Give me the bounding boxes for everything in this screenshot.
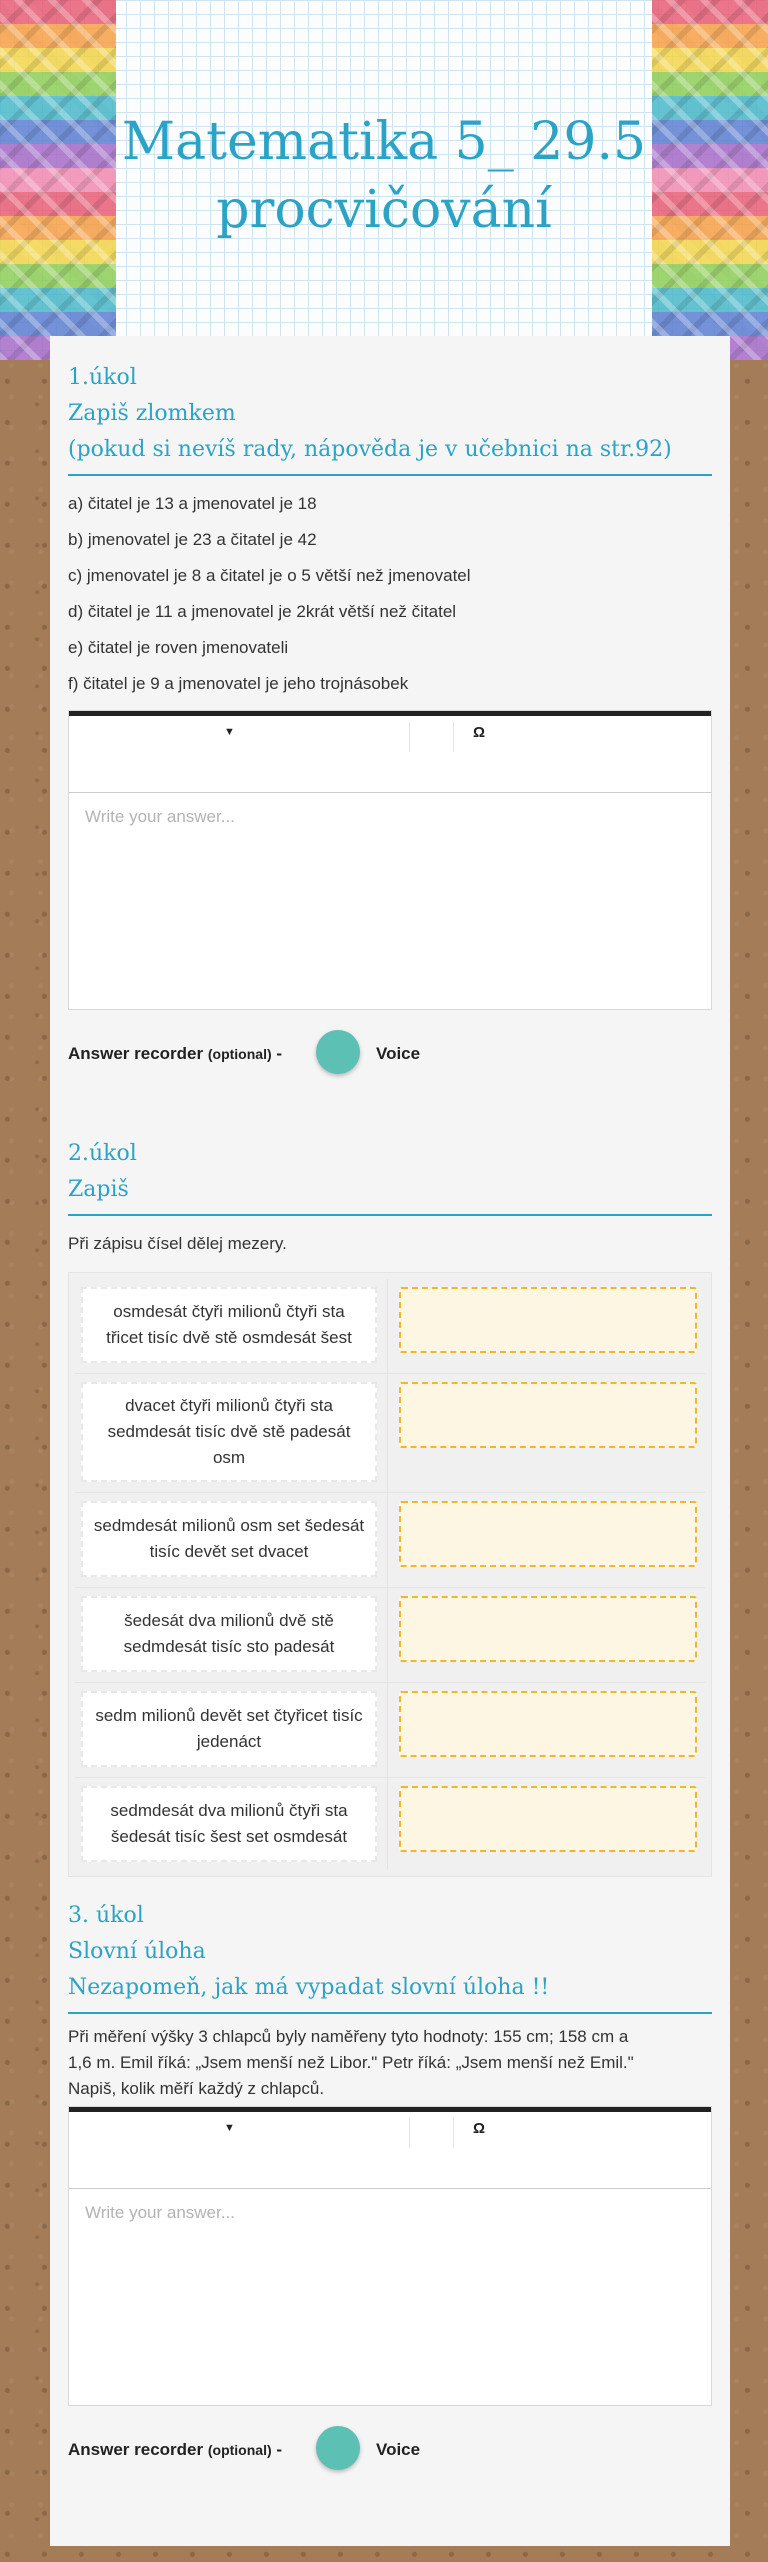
task1-heading-hint: (pokud si nevíš rady, nápověda je v učebnici na str.92) — [68, 437, 672, 462]
task1-editor-toolbar — [69, 711, 711, 793]
match-row — [75, 1778, 705, 1870]
task1-item-a: a) čitatel je 13 a jmenovatel je 18 — [68, 494, 317, 513]
task1-item-e: e) čitatel je roven jmenovateli — [68, 638, 289, 657]
match-row — [75, 1683, 705, 1778]
task1-answer-input[interactable]: Write your answer... — [85, 807, 235, 826]
recorder-dash: - — [276, 2440, 283, 2459]
task3-section — [50, 1898, 730, 2480]
task1-item-b: b) jmenovatel je 23 a čitatel je 42 — [68, 530, 317, 549]
omega-icon[interactable]: Ω — [473, 2120, 486, 2137]
omega-icon[interactable]: Ω — [473, 724, 486, 741]
match-row — [75, 1374, 705, 1493]
drop-zone[interactable] — [399, 1501, 697, 1567]
page-title: Matematika 5_ 29.5 procvičování — [121, 112, 647, 240]
drop-zone[interactable] — [399, 1786, 697, 1852]
match-row — [75, 1279, 705, 1374]
task3-answer-editor — [68, 2106, 712, 2406]
task1-section — [50, 360, 730, 1084]
task3-answer-recorder — [68, 2420, 712, 2480]
recorder-label: Answer recorder — [68, 1044, 204, 1063]
match-row — [75, 1588, 705, 1683]
recorder-optional: (optional) — [207, 2442, 272, 2458]
chevron-down-icon[interactable]: ▼ — [224, 726, 235, 738]
task3-editor-toolbar — [69, 2107, 711, 2189]
drop-zone[interactable] — [399, 1287, 697, 1353]
task2-section — [50, 1136, 730, 1877]
match-row — [75, 1493, 705, 1588]
task2-heading-title: Zapiš — [68, 1177, 129, 1202]
chevron-down-icon[interactable]: ▼ — [224, 2122, 235, 2134]
task3-text-line: Napiš, kolik měří každý z chlapců. — [68, 2079, 325, 2098]
voice-label[interactable]: Voice — [376, 1044, 421, 1063]
task3-rule — [68, 2012, 712, 2014]
task1-item-c: c) jmenovatel je 8 a čitatel je o 5 větší než jmenovatel — [68, 566, 471, 585]
match-card[interactable]: sedm milionů devět set čtyřicet tisíc jedenáct — [81, 1691, 377, 1767]
worksheet-card — [50, 336, 730, 2546]
voice-label[interactable]: Voice — [376, 2440, 421, 2459]
match-card[interactable]: sedmdesát dva milionů čtyři sta šedesát tisíc šest set osmdesát — [81, 1786, 377, 1862]
task1-rule — [68, 474, 712, 476]
task3-text-line: 1,6 m. Emil říká: „Jsem menší než Libor." Petr říká: „Jsem menší než Emil." — [68, 2053, 634, 2072]
microphone-record-icon[interactable] — [316, 2426, 360, 2470]
header-banner — [0, 0, 768, 360]
recorder-optional: (optional) — [207, 1046, 272, 1062]
match-card[interactable]: dvacet čtyři milionů čtyři sta sedmdesát tisíc dvě stě padesát osm — [81, 1382, 377, 1482]
task2-heading-number: 2.úkol — [68, 1141, 137, 1166]
drop-zone[interactable] — [399, 1691, 697, 1757]
task1-heading-title: Zapiš zlomkem — [68, 401, 236, 426]
task2-instruction: Při zápisu čísel dělej mezery. — [68, 1234, 287, 1253]
task3-heading-hint: Nezapomeň, jak má vypadat slovní úloha !! — [68, 1975, 550, 2000]
recorder-label: Answer recorder — [68, 2440, 204, 2459]
microphone-record-icon[interactable] — [316, 1030, 360, 1074]
task1-heading-number: 1.úkol — [68, 365, 137, 390]
task2-rule — [68, 1214, 712, 1216]
task1-answer-recorder — [68, 1024, 712, 1084]
task3-text-line: Při měření výšky 3 chlapců byly naměřeny tyto hodnoty: 155 cm; 158 cm a — [68, 2027, 629, 2046]
drop-zone[interactable] — [399, 1596, 697, 1662]
recorder-dash: - — [276, 1044, 283, 1063]
task1-item-d: d) čitatel je 11 a jmenovatel je 2krát větší než čitatel — [68, 602, 457, 621]
match-card[interactable]: osmdesát čtyři milionů čtyři sta třicet tisíc dvě stě osmdesát šest — [81, 1287, 377, 1363]
drop-zone[interactable] — [399, 1382, 697, 1448]
matching-grid — [68, 1272, 712, 1877]
task3-answer-input[interactable]: Write your answer... — [85, 2203, 235, 2222]
task3-heading-number: 3. úkol — [68, 1903, 144, 1928]
match-card[interactable]: sedmdesát milionů osm set šedesát tisíc devět set dvacet — [81, 1501, 377, 1577]
task1-answer-editor — [68, 710, 712, 1010]
task3-heading-title: Slovní úloha — [68, 1939, 206, 1964]
match-card[interactable]: šedesát dva milionů dvě stě sedmdesát tisíc sto padesát — [81, 1596, 377, 1672]
task1-item-f: f) čitatel je 9 a jmenovatel je jeho trojnásobek — [68, 674, 409, 693]
